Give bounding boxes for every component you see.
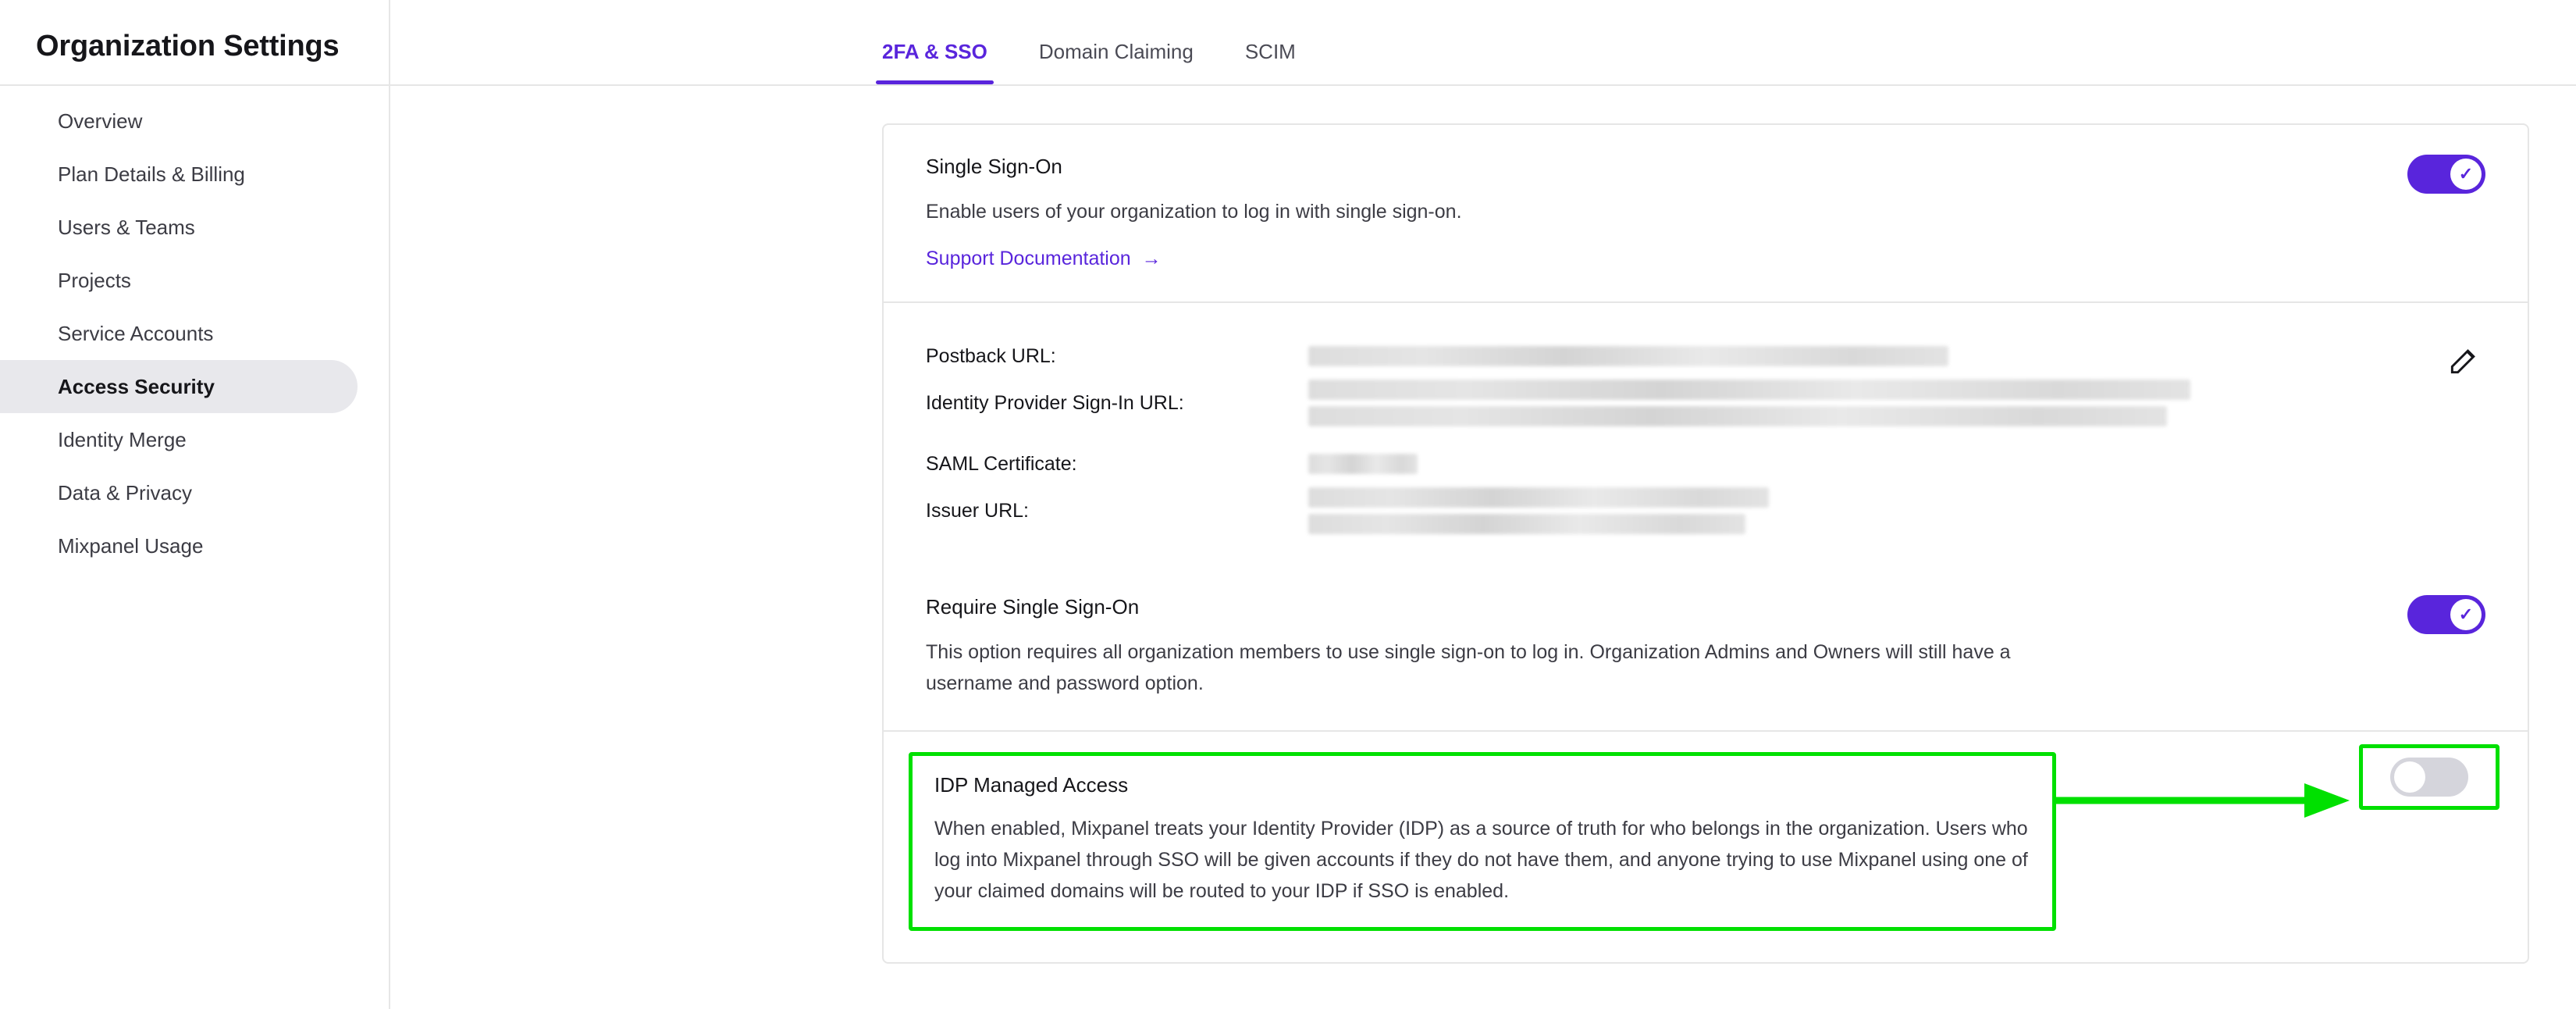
identity-provider-sign-in-url-label: Identity Provider Sign-In URL: xyxy=(926,391,1184,414)
issuer-url-label: Issuer URL: xyxy=(926,499,1029,522)
idp-managed-access-description: When enabled, Mixpanel treats your Identity Provider (IDP) as a source of truth for who belongs in the organization. Users who log into Mixpanel through SSO will be given accounts if they do not have them, and anyone trying to use Mixpanel using one of your claimed domains will be routed to your IDP if SSO is enabled. xyxy=(934,818,2028,902)
idp-managed-access-toggle[interactable] xyxy=(2390,758,2468,797)
sidebar-item-label: Users & Teams xyxy=(58,215,195,239)
sidebar-item-users-teams[interactable] xyxy=(0,201,358,254)
issuer-url-value-redacted xyxy=(1308,487,1769,534)
idp-managed-access-highlight xyxy=(909,752,2056,931)
detail-row xyxy=(926,380,2485,426)
single-sign-on-description: Enable users of your organization to log in with single sign-on. xyxy=(926,201,1462,223)
sidebar xyxy=(0,0,390,1009)
support-documentation-link[interactable] xyxy=(926,248,1162,270)
tab-label: 2FA & SSO xyxy=(882,40,987,63)
idp-managed-access-section xyxy=(884,732,2528,962)
idp-managed-access-toggle-highlight xyxy=(2359,744,2500,810)
single-sign-on-title: Single Sign-On xyxy=(926,155,1062,178)
sidebar-item-label: Access Security xyxy=(58,374,215,398)
sso-details-section xyxy=(884,303,2528,565)
idp-managed-access-title: IDP Managed Access xyxy=(934,773,1129,797)
saml-certificate-label: SAML Certificate: xyxy=(926,452,1077,475)
main-content xyxy=(390,0,2576,1009)
sidebar-item-identity-merge[interactable] xyxy=(0,413,358,466)
postback-url-label: Postback URL: xyxy=(926,344,1056,367)
tab-label: SCIM xyxy=(1244,40,1296,63)
page-title: Organization Settings xyxy=(36,30,340,62)
detail-row xyxy=(926,440,2485,487)
sidebar-item-label: Projects xyxy=(58,268,131,292)
require-single-sign-on-description: This option requires all organization members to use single sign-on to log in. Organization Admins and Owners will still have a username and password option. xyxy=(926,641,2011,694)
tab-label: Domain Claiming xyxy=(1038,40,1194,63)
tab-domain-claiming[interactable] xyxy=(1039,40,1194,84)
sidebar-nav xyxy=(0,94,389,572)
tab-2fa-sso[interactable] xyxy=(882,40,987,84)
toggle-knob: ✓ xyxy=(2450,599,2482,630)
tab-scim[interactable] xyxy=(1245,40,1296,84)
green-arrow-annotation xyxy=(2055,777,2351,824)
postback-url-value-redacted xyxy=(1308,346,1948,366)
sidebar-item-mixpanel-usage[interactable] xyxy=(0,519,358,572)
edit-sso-details-button[interactable] xyxy=(2442,339,2485,383)
sidebar-item-data-privacy[interactable] xyxy=(0,466,358,519)
sidebar-item-label: Overview xyxy=(58,109,143,133)
tab-bar xyxy=(0,0,2576,86)
require-single-sign-on-toggle[interactable] xyxy=(2407,595,2485,634)
sidebar-item-label: Mixpanel Usage xyxy=(58,533,204,558)
require-single-sign-on-section xyxy=(884,565,2528,732)
sidebar-item-overview[interactable] xyxy=(0,94,358,148)
toggle-knob: ✓ xyxy=(2450,159,2482,190)
sidebar-item-label: Identity Merge xyxy=(58,427,187,451)
single-sign-on-section xyxy=(884,125,2528,303)
arrow-right-icon: → xyxy=(1141,248,1162,269)
sidebar-item-label: Service Accounts xyxy=(58,321,214,345)
detail-row xyxy=(926,487,2485,534)
access-security-panel xyxy=(882,123,2529,964)
support-documentation-label: Support Documentation xyxy=(926,248,1131,269)
saml-certificate-value-redacted xyxy=(1308,454,1418,474)
sidebar-item-projects[interactable] xyxy=(0,254,358,307)
sidebar-item-service-accounts[interactable] xyxy=(0,307,358,360)
toggle-knob xyxy=(2394,761,2425,793)
detail-row xyxy=(926,333,2485,380)
sidebar-item-plan-details-billing[interactable] xyxy=(0,148,358,201)
identity-provider-sign-in-url-value-redacted xyxy=(1308,380,2190,426)
sidebar-item-access-security[interactable] xyxy=(0,360,358,413)
pencil-icon xyxy=(2446,344,2481,378)
sidebar-item-label: Data & Privacy xyxy=(58,480,192,504)
require-single-sign-on-title: Require Single Sign-On xyxy=(926,595,1140,619)
sidebar-item-label: Plan Details & Billing xyxy=(58,162,245,186)
single-sign-on-toggle[interactable] xyxy=(2407,155,2485,194)
